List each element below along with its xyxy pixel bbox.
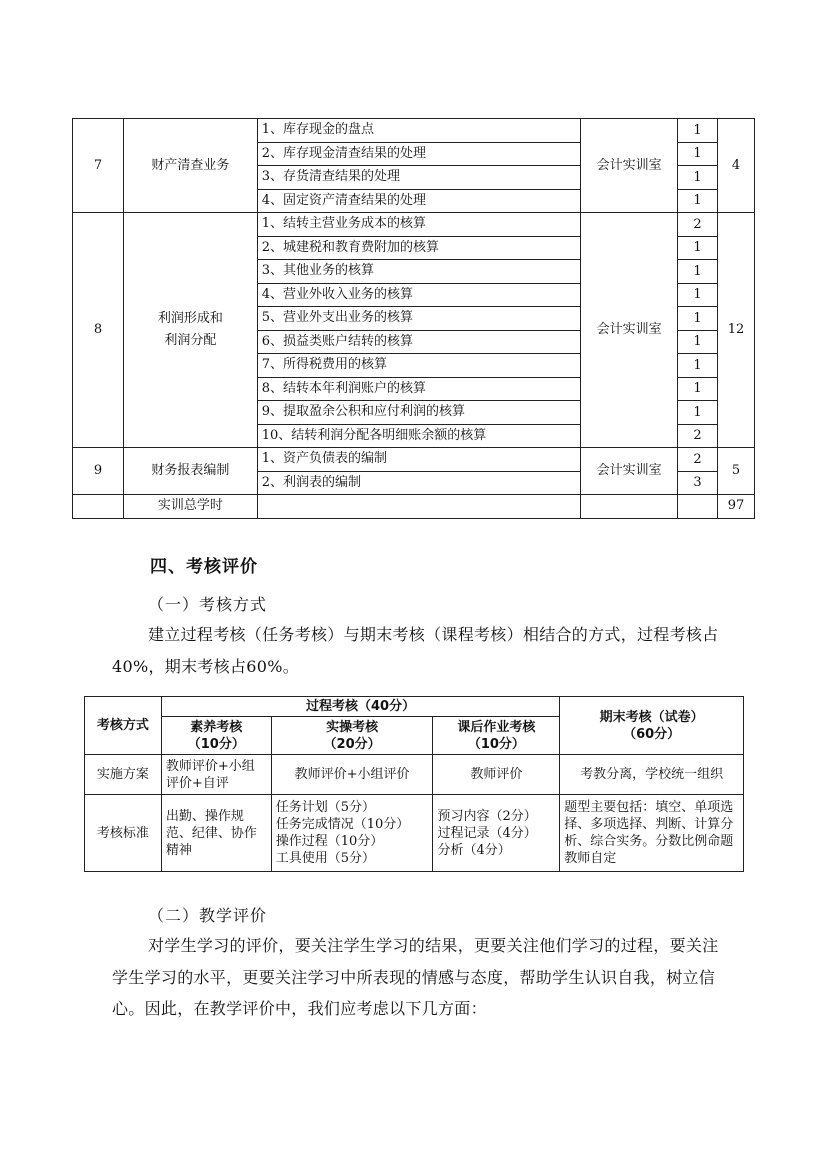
hours-cell: 1 bbox=[678, 354, 718, 378]
cell: 教师评价 bbox=[433, 755, 560, 795]
task-cell: 3、其他业务的核算 bbox=[257, 260, 580, 284]
total-cell: 4 bbox=[718, 119, 755, 213]
hours-cell: 1 bbox=[678, 166, 718, 190]
cell: 预习内容（2分） 过程记录（4分） 分析（4分） bbox=[433, 795, 560, 872]
hours-cell: 1 bbox=[678, 307, 718, 331]
row-label: 考核标准 bbox=[85, 795, 162, 872]
paragraph-evaluation: 对学生学习的评价，要关注学生学习的结果，更要关注他们学习的过程，要关注学生学习的水平，更要关注学习中所表现的情感与态度，帮助学生认识自我，树立信心。因此，在教学评价中，我们应考虑以下几方面： bbox=[112, 936, 719, 1018]
total-cell: 5 bbox=[718, 448, 755, 495]
cell: 题型主要包括：填空、单项选择、多项选择、判断、计算分析、综合实务。分数比例命题教师自定 bbox=[560, 795, 744, 872]
task-cell: 1、结转主营业务成本的核算 bbox=[257, 213, 580, 237]
header-final: 期末考核（试卷） （60分） bbox=[560, 697, 744, 755]
task-cell: 10、结转利润分配各明细账余额的核算 bbox=[257, 424, 580, 448]
task-cell: 7、所得税费用的核算 bbox=[257, 354, 580, 378]
header-process: 过程考核（40分） bbox=[161, 697, 559, 717]
task-cell: 2、库存现金清查结果的处理 bbox=[257, 142, 580, 166]
cell: 任务计划（5分） 任务完成情况（10分） 操作过程（10分） 工具使用（5分） bbox=[271, 795, 433, 872]
task-cell: 1、库存现金的盘点 bbox=[257, 119, 580, 143]
task-cell: 6、损益类账户结转的核算 bbox=[257, 330, 580, 354]
header-literacy: 素养考核 （10分） bbox=[161, 717, 271, 755]
header-practice: 实操考核 （20分） bbox=[271, 717, 433, 755]
hours-cell: 1 bbox=[678, 401, 718, 425]
task-cell: 5、营业外支出业务的核算 bbox=[257, 307, 580, 331]
cell: 教师评价+小组评价 bbox=[271, 755, 433, 795]
blank-cell bbox=[678, 495, 718, 519]
task-cell: 2、城建税和教育费附加的核算 bbox=[257, 236, 580, 260]
task-cell: 8、结转本年利润账户的核算 bbox=[257, 377, 580, 401]
task-cell: 4、营业外收入业务的核算 bbox=[257, 283, 580, 307]
subsection-heading-evaluation: （二）教学评价 bbox=[148, 906, 268, 925]
cell: 考教分离，学校统一组织 bbox=[560, 755, 744, 795]
subsection-heading-method: （一）考核方式 bbox=[148, 595, 268, 614]
table-row bbox=[73, 213, 755, 237]
room-cell: 会计实训室 bbox=[581, 213, 678, 448]
hours-cell: 2 bbox=[678, 213, 718, 237]
room-cell: 会计实训室 bbox=[581, 448, 678, 495]
item-number: 8 bbox=[73, 213, 124, 448]
assessment-table bbox=[84, 696, 744, 872]
task-cell: 4、固定资产清查结果的处理 bbox=[257, 189, 580, 213]
item-number: 7 bbox=[73, 119, 124, 213]
training-schedule-table bbox=[72, 118, 755, 519]
header-method: 考核方式 bbox=[85, 697, 162, 755]
table-row bbox=[73, 448, 755, 472]
item-number: 9 bbox=[73, 448, 124, 495]
cell: 教师评价+小组评价+自评 bbox=[161, 755, 271, 795]
hours-cell: 1 bbox=[678, 283, 718, 307]
summary-total: 97 bbox=[718, 495, 755, 519]
room-cell: 会计实训室 bbox=[581, 119, 678, 213]
hours-cell: 1 bbox=[678, 236, 718, 260]
table-row bbox=[85, 755, 744, 795]
hours-cell: 2 bbox=[678, 424, 718, 448]
paragraph-method: 建立过程考核（任务考核）与期末考核（课程考核）相结合的方式，过程考核占40%，期末考核占60%。 bbox=[112, 625, 719, 676]
row-label: 实施方案 bbox=[85, 755, 162, 795]
hours-cell: 1 bbox=[678, 377, 718, 401]
item-name: 财务报表编制 bbox=[123, 448, 257, 495]
table-row bbox=[73, 119, 755, 143]
task-cell: 9、提取盈余公积和应付利润的核算 bbox=[257, 401, 580, 425]
task-cell: 1、资产负债表的编制 bbox=[257, 448, 580, 472]
blank-cell bbox=[73, 495, 124, 519]
item-name: 财产清查业务 bbox=[123, 119, 257, 213]
hours-cell: 2 bbox=[678, 448, 718, 472]
table-row bbox=[85, 795, 744, 872]
summary-row bbox=[73, 495, 755, 519]
schedule-body bbox=[73, 119, 755, 519]
task-cell: 2、利润表的编制 bbox=[257, 471, 580, 495]
summary-label: 实训总学时 bbox=[123, 495, 257, 519]
blank-cell bbox=[581, 495, 678, 519]
hours-cell: 1 bbox=[678, 119, 718, 143]
hours-cell: 1 bbox=[678, 260, 718, 284]
section-heading: 四、考核评价 bbox=[150, 557, 258, 577]
hours-cell: 1 bbox=[678, 189, 718, 213]
task-cell: 3、存货清查结果的处理 bbox=[257, 166, 580, 190]
hours-cell: 3 bbox=[678, 471, 718, 495]
item-name: 利润形成和 利润分配 bbox=[123, 213, 257, 448]
hours-cell: 1 bbox=[678, 142, 718, 166]
hours-cell: 1 bbox=[678, 330, 718, 354]
header-homework: 课后作业考核 （10分） bbox=[433, 717, 560, 755]
cell: 出勤、操作规范、纪律、协作精神 bbox=[161, 795, 271, 872]
blank-cell bbox=[257, 495, 580, 519]
total-cell: 12 bbox=[718, 213, 755, 448]
